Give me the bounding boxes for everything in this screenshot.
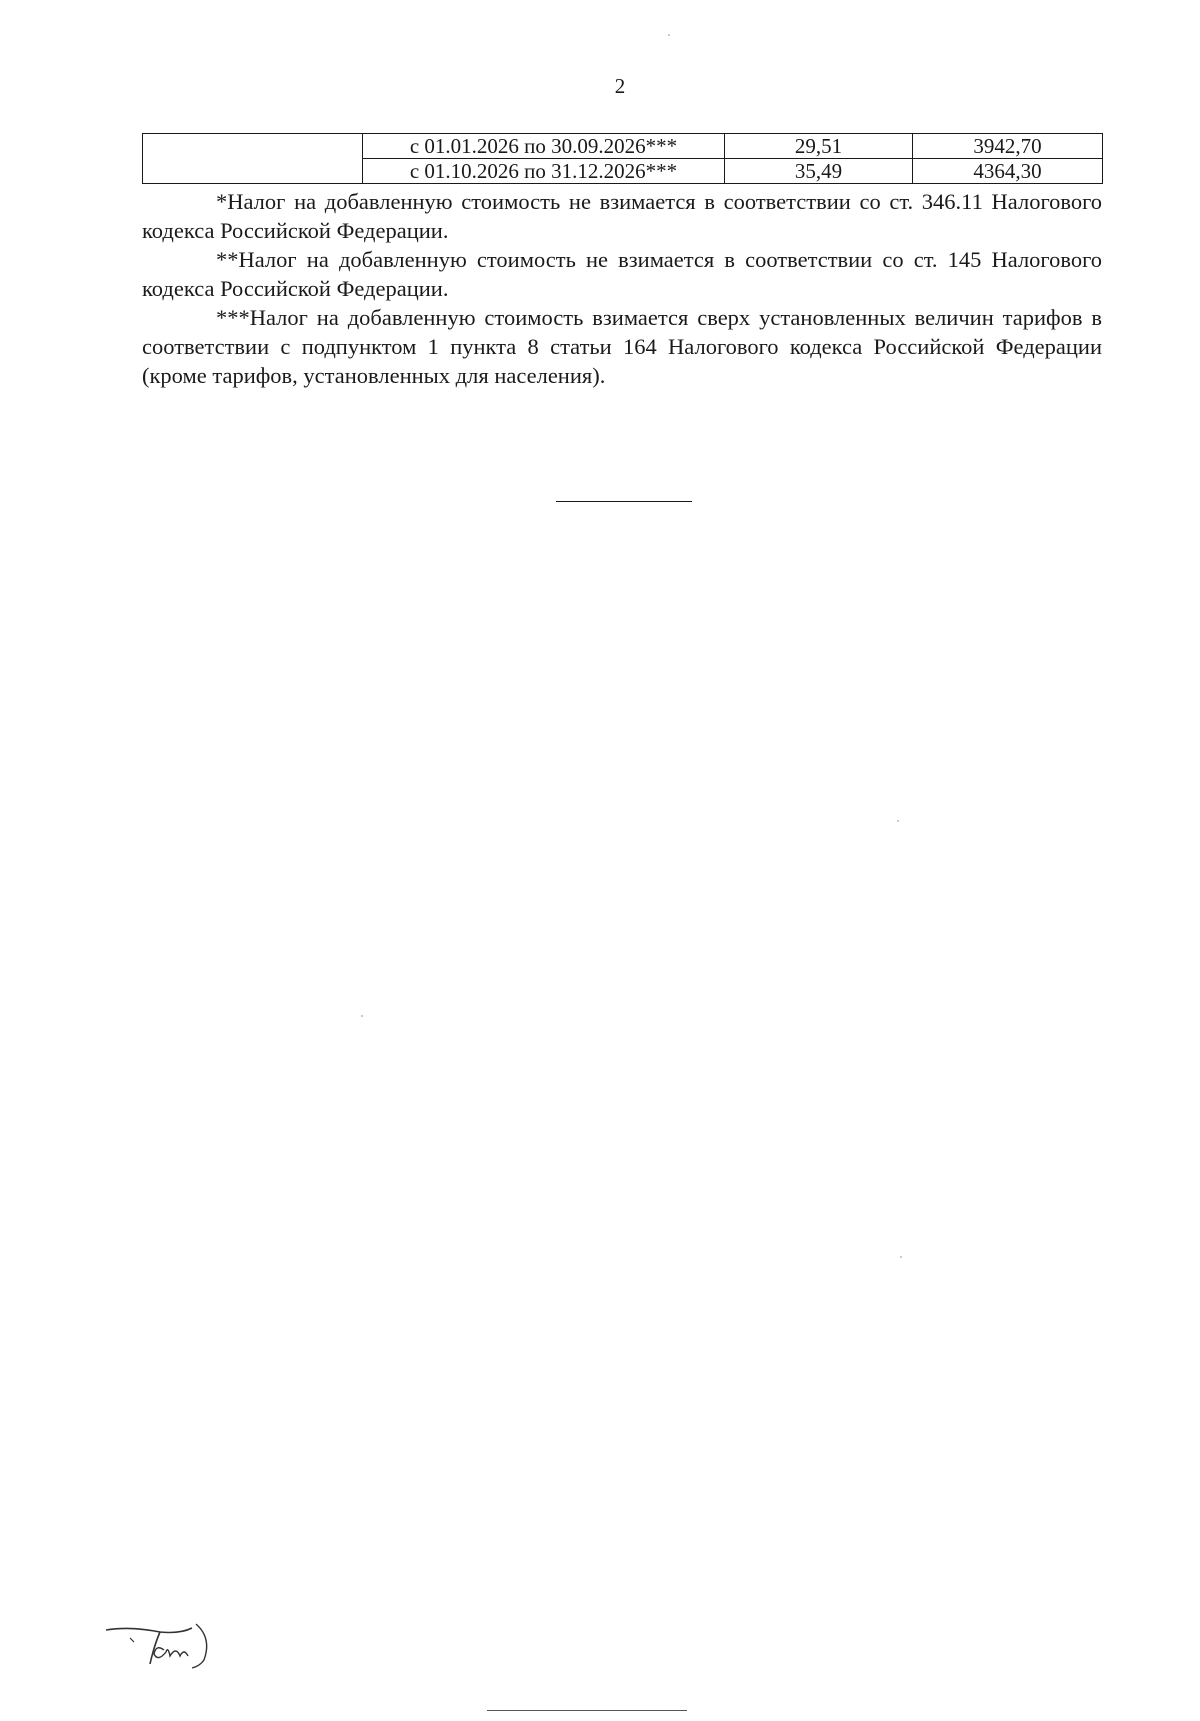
scan-speck [897, 820, 899, 822]
scan-speck [900, 1256, 902, 1258]
period-cell: с 01.10.2026 по 31.12.2026*** [363, 159, 725, 184]
value1-cell: 35,49 [725, 159, 913, 184]
tariff-table [142, 133, 1103, 184]
scan-edge-line [487, 1710, 687, 1711]
scan-speck [668, 34, 670, 36]
value1-cell: 29,51 [725, 134, 913, 159]
table-row [143, 134, 1103, 159]
footnote-vat-346-11: *Налог на добавленную стоимость не взимается в соответствии со ст. 346.11 Налогового кодекса Российской Федерации. [142, 189, 1102, 243]
footnote-vat-164: ***Налог на добавленную стоимость взимается сверх установленных величин тарифов в соответствии с подпунктом 1 пункта 8 статьи 164 Налогового кодекса Российской Федерации (кроме тарифов, установленных для населения). [142, 305, 1102, 388]
footnote-vat-145: **Налог на добавленную стоимость не взимается в соответствии со ст. 145 Налогового кодекса Российской Федерации. [142, 247, 1102, 301]
value2-cell: 3942,70 [913, 134, 1103, 159]
category-cell [143, 134, 363, 184]
end-of-document-rule [556, 501, 692, 502]
page-number: 2 [614, 74, 626, 98]
period-cell: с 01.01.2026 по 30.09.2026*** [363, 134, 725, 159]
scan-speck [361, 1015, 363, 1017]
value2-cell: 4364,30 [913, 159, 1103, 184]
footnotes [142, 187, 1102, 390]
handwritten-signature-icon [100, 1616, 230, 1676]
